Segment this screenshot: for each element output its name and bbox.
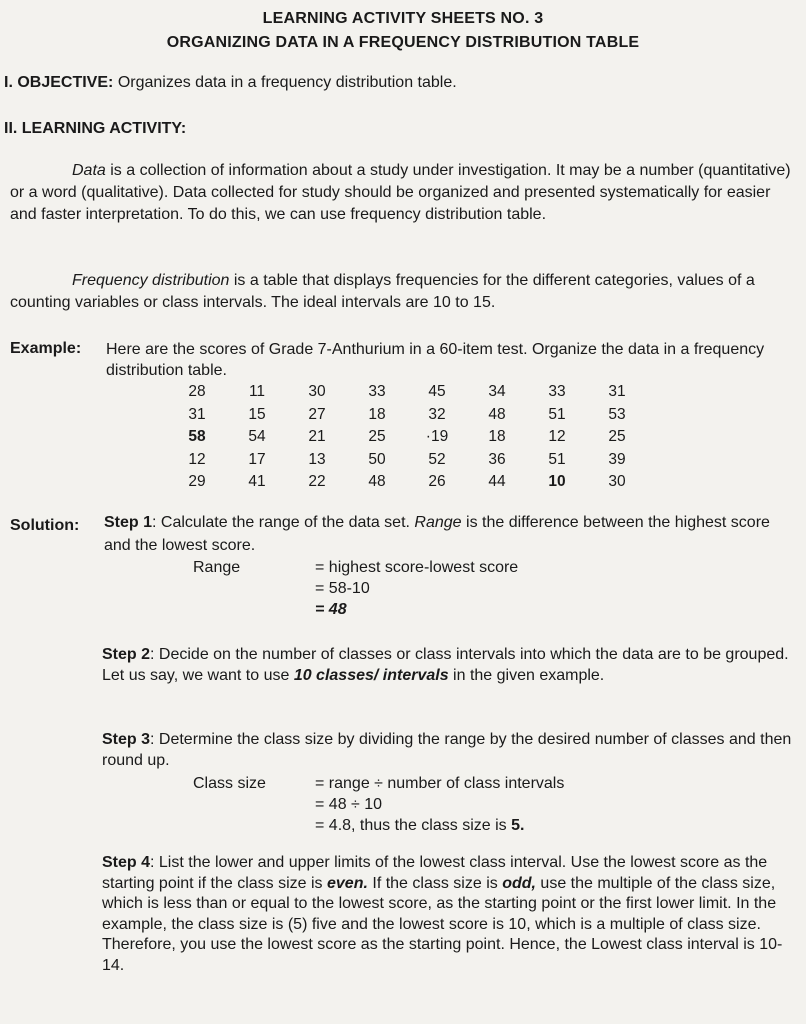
score-cell: 25: [368, 428, 386, 446]
even-term: even.: [327, 874, 368, 892]
score-cell: 17: [248, 450, 266, 468]
score-cell: 32: [428, 405, 446, 423]
score-row: [167, 471, 647, 494]
score-row: [167, 426, 647, 449]
step-3: [102, 729, 792, 771]
score-cell: 33: [368, 383, 386, 401]
score-cell: 12: [188, 450, 206, 468]
score-cell: 27: [308, 405, 326, 423]
score-cell: 30: [608, 473, 626, 491]
step-2-text-b: in the given example.: [453, 667, 605, 684]
solution-label: Solution:: [10, 517, 80, 534]
step-1-label: Step 1: [104, 514, 153, 531]
score-cell: 21: [308, 428, 326, 446]
range-calculation: [193, 557, 613, 623]
score-cell: 18: [368, 405, 386, 423]
score-cell: 50: [368, 450, 386, 468]
scores-table: [167, 381, 647, 494]
step-2-emphasis: 10 classes/ intervals: [293, 667, 449, 684]
score-cell: 52: [428, 450, 446, 468]
score-cell: 39: [608, 450, 626, 468]
score-row: [167, 404, 647, 427]
step-3-text: : Determine the class size by dividing the range by the desired number of classes and then round up.: [102, 731, 792, 769]
score-cell: 41: [248, 473, 266, 491]
range-calc-line-3: = 48: [315, 601, 347, 618]
learning-activity-heading: II. LEARNING ACTIVITY:: [4, 120, 187, 137]
class-size-calc-line-2: = 48 ÷ 10: [315, 796, 383, 813]
score-cell: 33: [548, 383, 566, 401]
class-size-calc-label: Class size: [193, 775, 266, 792]
score-cell: 48: [368, 473, 386, 491]
objective-section: [4, 74, 457, 92]
step-4-text-b: If the class size is: [372, 874, 498, 892]
score-cell: 48: [488, 405, 506, 423]
score-cell: 12: [548, 428, 566, 446]
score-cell: 31: [188, 405, 206, 423]
score-cell: ·19: [425, 428, 449, 446]
data-definition-paragraph: [10, 160, 792, 226]
score-cell: 54: [248, 428, 266, 446]
score-cell: 36: [488, 450, 506, 468]
score-cell: 25: [608, 428, 626, 446]
data-term: Data: [72, 162, 106, 179]
score-cell: 10: [548, 473, 566, 491]
score-cell: 53: [608, 405, 626, 423]
odd-term: odd,: [502, 874, 536, 892]
score-cell: 31: [608, 383, 626, 401]
score-cell: 28: [188, 383, 206, 401]
range-calc-line-1: = highest score-lowest score: [315, 559, 519, 576]
score-cell: 29: [188, 473, 206, 491]
score-row: [167, 449, 647, 472]
step-2: [102, 644, 792, 686]
class-size-calc-line-1: = range ÷ number of class intervals: [315, 775, 565, 792]
objective-text: Organizes data in a frequency distribution table.: [117, 74, 457, 91]
objective-label: I. OBJECTIVE:: [4, 74, 114, 91]
score-cell: 30: [308, 383, 326, 401]
class-size-result: 5.: [511, 817, 525, 834]
range-calc-label: Range: [193, 559, 241, 576]
range-calc-line-2: = 58-10: [315, 580, 370, 597]
step-2-label: Step 2: [102, 646, 151, 663]
step-4-text-a: : List the lower and upper limits of the lowest class interval. Use the lowest score as the starting point if the class size is: [102, 854, 768, 892]
class-size-calc-line-3: [315, 815, 524, 836]
score-cell: 51: [548, 450, 566, 468]
score-cell: 58: [188, 428, 206, 446]
frequency-distribution-term: Frequency distribution: [72, 272, 230, 289]
example-text: Here are the scores of Grade 7-Anthurium in a 60-item test. Organize the data in a frequency distribution table.: [106, 341, 765, 379]
score-cell: 13: [308, 450, 326, 468]
score-row: [167, 381, 647, 404]
class-size-calc-line-3-text: = 4.8, thus the class size is: [315, 817, 507, 834]
step-4: [102, 853, 792, 977]
score-cell: 51: [548, 405, 566, 423]
frequency-distribution-paragraph: [10, 270, 792, 314]
score-cell: 26: [428, 473, 446, 491]
step-4-text-c: use the multiple of the class size, which is less than or equal to the lowest score, as the starting point or the first lower limit. In the example, the class size is (5) five and the lowest score is 10, which is a multiple of class size. Therefore, you use the lowest score as the starting point. Hence, the Lowest class interval is 10-14.: [102, 874, 783, 974]
score-cell: 11: [248, 383, 266, 401]
step-1-text-a: : Calculate the range of the data set.: [152, 514, 410, 531]
step-2-text-a: : Decide on the number of classes or class intervals into which the data are to be grouped. Let us say, we want to use: [102, 646, 789, 684]
step-1: [104, 511, 794, 557]
data-definition-text: is a collection of information about a study under investigation. It may be a number (quantitative) or a word (qualitative). Data collected for study should be organized and presented systematically for easier and faster interpretation. To do this, we can use frequency distribution table.: [10, 162, 791, 223]
step-1-text-b: is the difference between the highest score and the lowest score.: [104, 514, 770, 554]
step-3-label: Step 3: [102, 731, 151, 748]
sheet-subtitle: ORGANIZING DATA IN A FREQUENCY DISTRIBUTION TABLE: [166, 34, 640, 51]
score-cell: 44: [488, 473, 506, 491]
example-label: Example:: [10, 340, 82, 357]
score-cell: 18: [488, 428, 506, 446]
score-cell: 34: [488, 383, 506, 401]
class-size-calculation: [193, 773, 673, 839]
score-cell: 45: [428, 383, 446, 401]
sheet-title: LEARNING ACTIVITY SHEETS NO. 3: [262, 10, 544, 27]
score-cell: 22: [308, 473, 326, 491]
score-cell: 15: [248, 405, 266, 423]
step-4-label: Step 4: [102, 854, 151, 871]
range-term: Range: [414, 514, 462, 531]
frequency-distribution-text: is a table that displays frequencies for the different categories, values of a counting variables or class intervals. The ideal intervals are 10 to 15.: [10, 272, 755, 311]
